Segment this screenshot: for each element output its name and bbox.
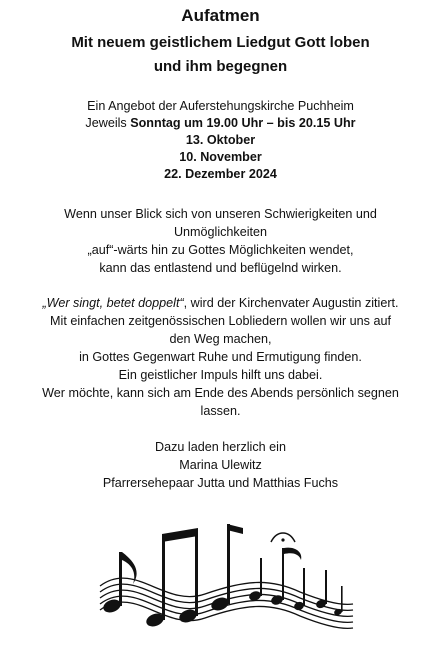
invite-line-2: Marina Ulewitz xyxy=(179,458,262,472)
page-title: Aufatmen xyxy=(181,6,260,25)
date-2: 10. November xyxy=(179,150,262,164)
para1-line-3: „auf“-wärts hin zu Gottes Möglichkeiten wendet, xyxy=(87,243,354,257)
schedule-time: Sonntag um 19.00 Uhr – bis 20.15 Uhr xyxy=(130,116,356,130)
para2-line-2: den Weg machen, xyxy=(169,332,272,346)
subtitle-line-2: und ihm begegnen xyxy=(153,58,288,75)
para1-line-4: kann das entlastend und beflügelnd wirken. xyxy=(99,261,342,275)
schedule-prefix: Jeweils xyxy=(85,116,131,130)
quote-rest: , wird der Kirchenvater Augustin zitiert. xyxy=(183,296,399,310)
para1-line-1: Wenn unser Blick sich von unseren Schwierigkeiten und xyxy=(64,207,377,221)
para1-line-2: Unmöglichkeiten xyxy=(173,225,268,239)
music-notes-staff-icon xyxy=(95,520,355,648)
offer-line: Ein Angebot der Auferstehungskirche Puchheim xyxy=(87,99,354,113)
quote-text: „Wer singt, betet doppelt“ xyxy=(42,296,184,310)
invite-line-1: Dazu laden herzlich ein xyxy=(155,440,286,454)
para2-line-3: in Gottes Gegenwart Ruhe und Ermutigung finden. xyxy=(79,350,362,364)
schedule-line xyxy=(0,115,441,132)
date-1: 13. Oktober xyxy=(185,133,256,147)
para2-line-1: Mit einfachen zeitgenössischen Lobliedern wollen wir uns auf xyxy=(50,314,391,328)
invite-line-3: Pfarrersehepaar Jutta und Matthias Fuchs xyxy=(102,476,339,490)
date-3: 22. Dezember 2024 xyxy=(164,167,277,181)
para2-line-6: lassen. xyxy=(200,404,241,418)
quote-line xyxy=(0,295,441,312)
para2-line-5: Wer möchte, kann sich am Ende des Abends persönlich segnen xyxy=(42,386,399,400)
para2-line-4: Ein geistlicher Impuls hilft uns dabei. xyxy=(118,368,323,382)
subtitle-line-1: Mit neuem geistlichem Liedgut Gott loben xyxy=(71,34,370,51)
